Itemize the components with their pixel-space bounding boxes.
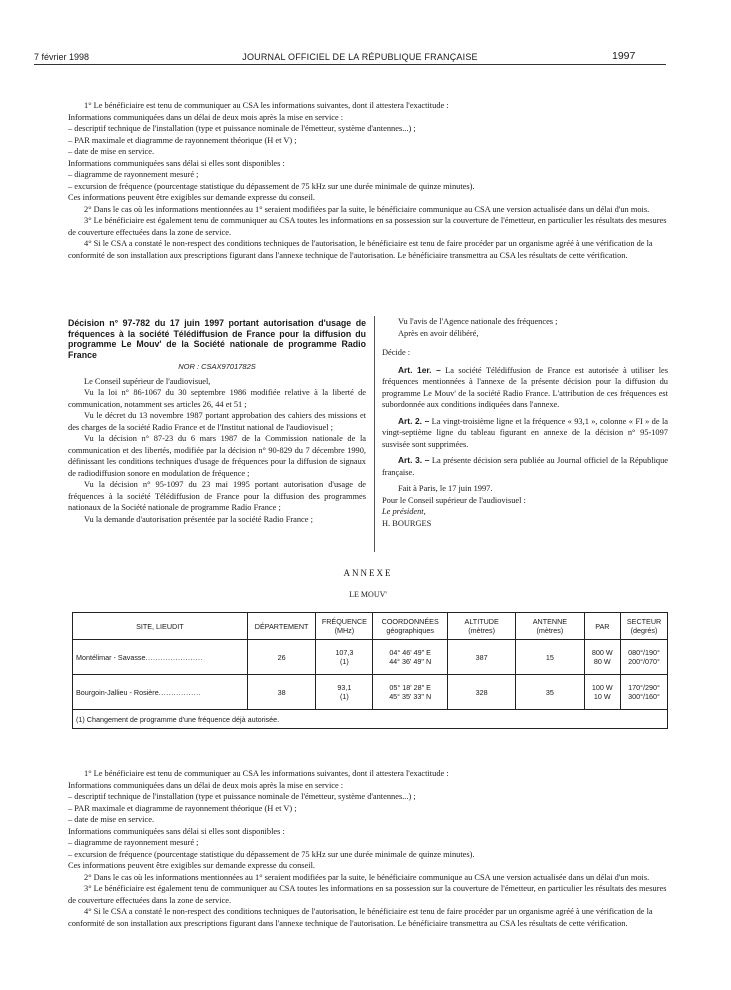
- column-header: SECTEUR (degrés): [621, 613, 668, 640]
- bottom-line: Informations communiquées dans un délai de deux mois après la mise en service :: [68, 780, 344, 790]
- column-header: COORDONNÉES géographiques: [373, 613, 448, 640]
- article-text: La vingt-troisième ligne et la fréquence « 93,1 », colonne « FI » de la vingt-septième ligne du tableau figurant en annexe de la décision n° 95-1097 susvisée sont supprimées.: [382, 416, 668, 449]
- sector-value: 300°/160°: [628, 692, 660, 701]
- decision-right-column: [382, 316, 668, 529]
- annex-table-wrapper: [72, 612, 668, 729]
- bottom-line: – date de mise en service.: [68, 815, 155, 824]
- par-value: 800 W: [591, 648, 613, 657]
- table-note-row: [73, 710, 668, 729]
- department-cell: 38: [247, 675, 316, 710]
- frequency-note: (1): [340, 657, 349, 666]
- longitude: 05° 18' 28" E: [389, 683, 431, 692]
- top-line: – excursion de fréquence (pourcentage statistique du dépassement de 75 kHz sur une durée minimale de quinze minutes).: [68, 181, 475, 191]
- article-label: Art. 2. –: [398, 415, 430, 426]
- sector-value: 200°/070°: [628, 657, 660, 666]
- site-cell: Montélimar - Savasse.......................: [73, 640, 248, 675]
- par-value: 100 W: [591, 683, 613, 692]
- table-footnote: (1) Changement de programme d'une fréquence déjà autorisée.: [73, 710, 668, 729]
- coordinates-cell: [373, 640, 448, 675]
- visa-paragraph: Vu la décision n° 95-1097 du 23 mai 1995 portant autorisation d'usage de fréquences à la société Télédiffusion de France pour la diffusion des programmes nationaux de la Société nationale de programme Radio France ;: [68, 480, 366, 512]
- column-header: FRÉQUENCE (MHz): [316, 613, 373, 640]
- visa-paragraph: Vu la décision n° 87-23 du 6 mars 1987 de la Commission nationale de la communication et des libertés, modifiée par la décision n° 90-829 du 7 décembre 1990, définissant les conditions techniques d'usage de fréquences pour la diffusion de signaux de radiodiffusion sonore en modulation de fréquence ;: [68, 434, 366, 478]
- article-label: Art. 1er. –: [398, 364, 441, 375]
- column-header: PAR: [584, 613, 621, 640]
- bottom-line: 1° Le bénéficiaire est tenu de communiquer au CSA les informations suivantes, dont il attestera l'exactitude :: [84, 769, 449, 778]
- top-line: Informations communiquées dans un délai de deux mois après la mise en service :: [68, 112, 344, 122]
- column-header: ANTENNE (mètres): [516, 613, 584, 640]
- latitude: 45° 35' 33" N: [389, 692, 432, 701]
- decision-left-column: [68, 318, 366, 525]
- decide-heading: Décide :: [382, 348, 411, 357]
- sector-value: 080°/190°: [628, 648, 660, 657]
- decision-title: Décision n° 97-782 du 17 juin 1997 portant autorisation d'usage de fréquences à la société Télédiffusion de France pour la diffusion du programme Le Mouv' de la Société nationale de programme Radio France: [68, 318, 366, 360]
- article-3: [382, 455, 668, 478]
- bottom-line: – PAR maximale et diagramme de rayonnement théorique (H et V) ;: [68, 803, 297, 813]
- signature-name: H. BOURGES: [382, 518, 432, 528]
- bottom-line: – diagramme de rayonnement mesuré ;: [68, 838, 199, 847]
- latitude: 44° 36' 49" N: [389, 657, 432, 666]
- bottom-line: Ces informations peuvent être exigibles sur demande expresse du conseil.: [68, 861, 315, 870]
- nor-reference: NOR : CSAX9701782S: [178, 362, 256, 371]
- article-label: Art. 3. –: [398, 455, 430, 465]
- top-line: Informations communiquées sans délai si elles sont disponibles :: [68, 158, 285, 168]
- signature-role: Le président,: [382, 507, 426, 516]
- par-value: 80 W: [593, 657, 611, 666]
- visa-paragraph: Le Conseil supérieur de l'audiovisuel,: [84, 376, 211, 386]
- frequency-note: (1): [340, 692, 349, 701]
- antenna-cell: 35: [516, 675, 584, 710]
- table-row: [73, 640, 668, 675]
- sector-cell: [621, 640, 668, 675]
- bottom-line: 3° Le bénéficiaire est également tenu de communiquer au CSA toutes les informations en sa possession sur la couverture de l'émetteur, en particulier les résultats des mesures de couverture effectuées dans la zone de service.: [68, 884, 667, 905]
- bottom-line: – descriptif technique de l'installation (type et puissance nominale de l'émetteur, système d'antennes...) ;: [68, 792, 416, 801]
- frequency-value: 107,3: [335, 648, 354, 657]
- top-line: 4° Si le CSA a constaté le non-respect des conditions techniques de l'autorisation, le bénéficiaire est tenu de faire procéder par un organisme agréé à une vérification de la conformité de son installation aux prescriptions figurant dans l'annexe technique de l'autorisation. Le bénéficiaire transmettra au CSA les résultats de cette vérification.: [68, 239, 653, 260]
- frequency-cell: [316, 640, 373, 675]
- article-text: La société Télédiffusion de France est autorisée à utiliser les fréquences mentionnées à l'annexe de la présente décision pour la diffusion du programme Le Mouv' de la société Radio France. L'attribution de ces fréquences est subordonnée aux conditions indiquées dans l'annexe.: [382, 365, 669, 409]
- antenna-cell: 15: [516, 640, 584, 675]
- frequency-value: 93,1: [337, 683, 352, 692]
- top-line: – PAR maximale et diagramme de rayonnement théorique (H et V) ;: [68, 135, 297, 145]
- visa-paragraph: Vu la loi n° 86-1067 du 30 septembre 1986 modifiée relative à la liberté de communication, notamment ses articles 26, 44 et 51 ;: [68, 388, 366, 409]
- top-line: Ces informations peuvent être exigibles sur demande expresse du conseil.: [68, 193, 315, 202]
- header-date: 7 février 1998: [34, 52, 90, 62]
- annex-title: ANNEXE: [343, 568, 393, 578]
- altitude-cell: 387: [448, 640, 516, 675]
- column-header: SITE, LIEUDIT: [73, 613, 248, 640]
- signature-line: Pour le Conseil supérieur de l'audiovisuel :: [382, 495, 526, 505]
- site-name: Montélimar - Savasse: [76, 652, 146, 662]
- article-1: [382, 365, 668, 411]
- bottom-conditions-block: [68, 768, 668, 929]
- bottom-line: 4° Si le CSA a constaté le non-respect des conditions techniques de l'autorisation, le bénéficiaire est tenu de faire procéder par un organisme agréé à une vérification de la conformité de son installation aux prescriptions figurant dans l'annexe technique de l'autorisation. Le bénéficiaire transmettra au CSA les résultats de cette vérification.: [68, 907, 653, 928]
- column-header: DÉPARTEMENT: [247, 613, 316, 640]
- journal-title: JOURNAL OFFICIEL DE LA RÉPUBLIQUE FRANÇAISE: [242, 52, 478, 62]
- par-value: 10 W: [593, 692, 611, 701]
- sector-cell: [621, 675, 668, 710]
- bottom-line: Informations communiquées sans délai si elles sont disponibles :: [68, 826, 285, 836]
- top-line: 3° Le bénéficiaire est également tenu de communiquer au CSA toutes les informations en sa possession sur la couverture de l'émetteur, en particulier les résultats des mesures de couverture effectuées dans la zone de service.: [68, 216, 667, 237]
- longitude: 04° 46' 49" E: [389, 648, 431, 657]
- visa-paragraph: Vu le décret du 13 novembre 1987 portant approbation des cahiers des missions et des charges de la société Radio France et de l'Institut national de l'audiovisuel ;: [68, 411, 366, 432]
- column-header: ALTITUDE (mètres): [448, 613, 516, 640]
- header-rule: [34, 64, 666, 65]
- annex-subtitle: LE MOUV': [349, 590, 387, 599]
- visa-paragraph: Après en avoir délibéré,: [398, 328, 479, 338]
- top-line: 1° Le bénéficiaire est tenu de communiquer au CSA les informations suivantes, dont il attestera l'exactitude :: [84, 101, 449, 110]
- visa-paragraph: Vu la demande d'autorisation présentée par la société Radio France ;: [84, 514, 313, 524]
- table-header-row: [73, 613, 668, 640]
- department-cell: 26: [247, 640, 316, 675]
- article-text: La présente décision sera publiée au Journal officiel de la République française.: [382, 456, 668, 477]
- table-row: [73, 675, 668, 710]
- bottom-line: – excursion de fréquence (pourcentage statistique du dépassement de 75 kHz sur une durée minimale de quinze minutes).: [68, 849, 475, 859]
- done-at: Fait à Paris, le 17 juin 1997.: [398, 484, 493, 493]
- top-line: – date de mise en service.: [68, 147, 155, 156]
- altitude-cell: 328: [448, 675, 516, 710]
- par-cell: [584, 640, 621, 675]
- coordinates-cell: [373, 675, 448, 710]
- column-divider: [374, 316, 375, 552]
- site-name: Bourgoin-Jallieu - Rosière: [76, 687, 159, 697]
- sector-value: 170°/290°: [628, 683, 660, 692]
- top-line: – descriptif technique de l'installation (type et puissance nominale de l'émetteur, système d'antennes...) ;: [68, 124, 416, 133]
- article-2: [382, 416, 668, 451]
- frequency-cell: [316, 675, 373, 710]
- top-line: – diagramme de rayonnement mesuré ;: [68, 170, 199, 179]
- top-conditions-block: [68, 100, 668, 261]
- annex-table: [72, 612, 668, 729]
- visa-paragraph: Vu l'avis de l'Agence nationale des fréquences ;: [398, 317, 558, 326]
- par-cell: [584, 675, 621, 710]
- bottom-line: 2° Dans le cas où les informations mentionnées au 1° seraient modifiées par la suite, le bénéficiaire communique au CSA une version actualisée dans un délai d'un mois.: [84, 872, 650, 882]
- top-line: 2° Dans le cas où les informations mentionnées au 1° seraient modifiées par la suite, le bénéficiaire communique au CSA une version actualisée dans un délai d'un mois.: [84, 204, 650, 214]
- page-number: 1997: [612, 50, 636, 62]
- site-cell: Bourgoin-Jallieu - Rosière.................: [73, 675, 248, 710]
